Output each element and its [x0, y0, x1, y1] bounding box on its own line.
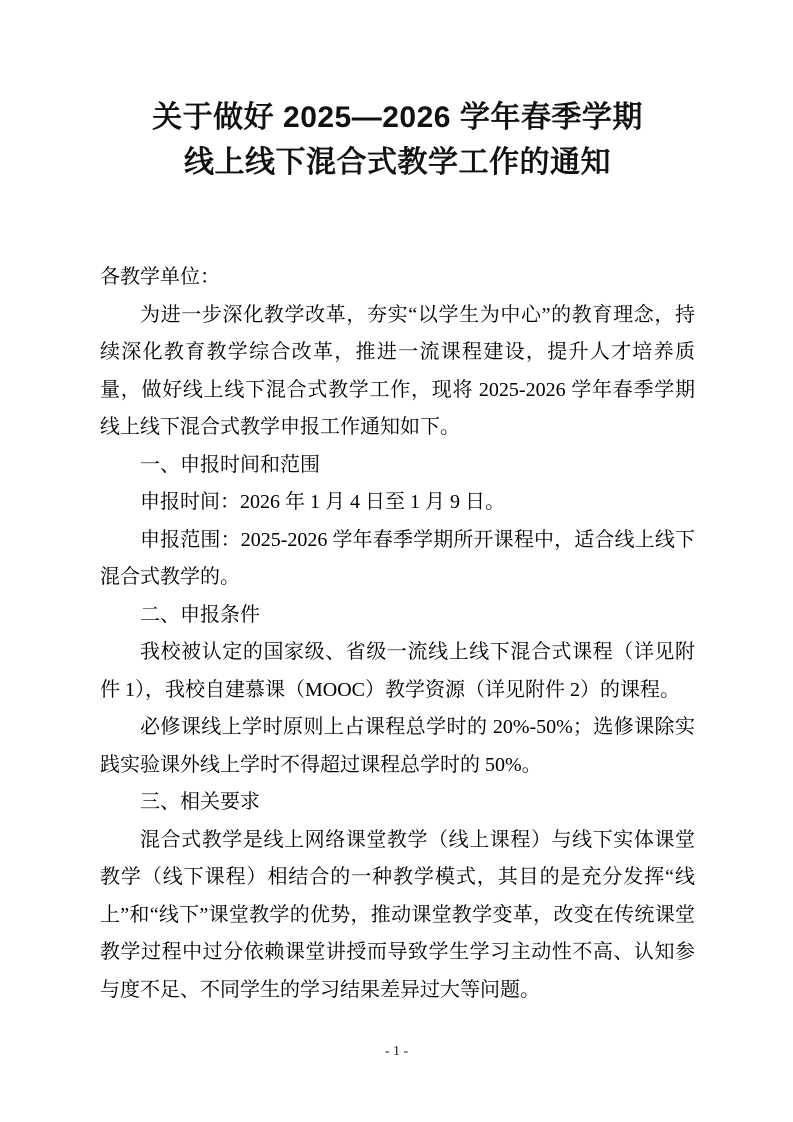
document-title-line-2: 线上线下混合式教学工作的通知 [184, 146, 611, 179]
document-body [100, 259, 695, 1009]
intro-paragraph: 为进一步深化教学改革，夯实“以学生为中心”的教育理念，持续深化教育教学综合改革，推进一流课程建设，提升人才培养质量，做好线上线下混合式教学工作，现将 2025-2026 学年春季学期线上线下混合式教学申报工作通知如下。 [100, 303, 695, 438]
eligibility-paragraph: 我校被认定的国家级、省级一流线上线下混合式课程（详见附件 1），我校自建慕课（MOOC）教学资源（详见附件 2）的课程。 [100, 641, 695, 701]
section-3-heading: 三、相关要求 [140, 791, 260, 813]
requirements-paragraph: 混合式教学是线上网络课堂教学（线上课程）与线下实体课堂教学（线下课程）相结合的一种教学模式，其目的是充分发挥“线上”和“线下”课堂教学的优势，推动课堂教学变革，改变在传统课堂教学过程中过分依赖课堂讲授而导致学生学习主动性不高、认知参与度不足、不同学生的学习结果差异过大等问题。 [100, 828, 695, 1001]
section-2-heading: 二、申报条件 [140, 603, 260, 626]
document-title-line-1: 关于做好 2025—2026 学年春季学期 [152, 101, 643, 134]
application-scope: 申报范围：2025-2026 学年春季学期所开课程中，适合线上线下混合式教学的。 [100, 528, 695, 588]
salutation: 各教学单位： [100, 266, 220, 288]
document-title [100, 95, 695, 185]
hours-ratio-paragraph: 必修课线上学时原则上占课程总学时的 20%-50%；选修课除实践实验课外线上学时不得超过课程总学时的 50%。 [100, 716, 695, 776]
section-1-heading: 一、申报时间和范围 [140, 453, 320, 476]
application-time: 申报时间：2026 年 1 月 4 日至 1 月 9 日。 [140, 491, 505, 513]
page-number: - 1 - [384, 1044, 409, 1059]
